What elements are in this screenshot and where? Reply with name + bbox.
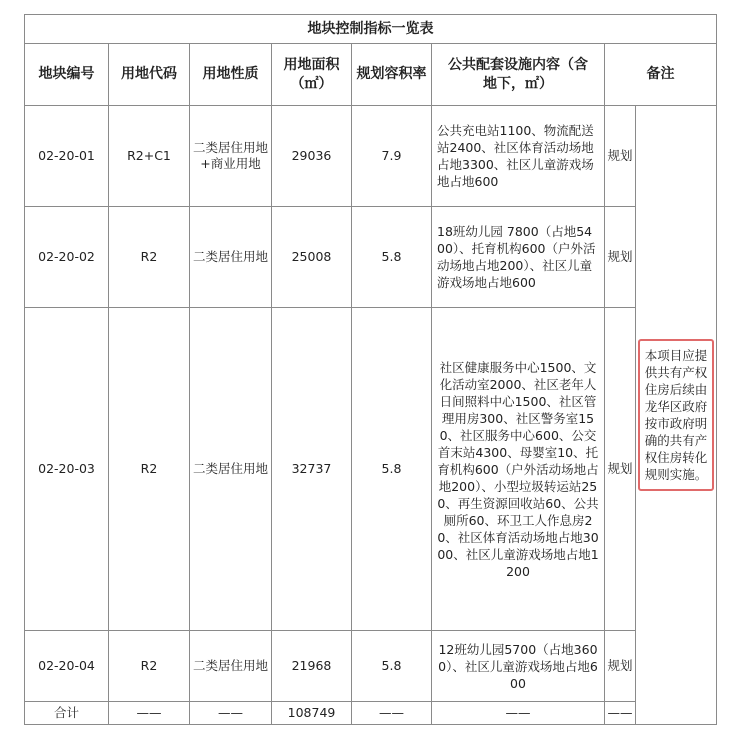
cell-land-code: R2 [109,631,190,702]
cell-land-code: R2 [109,308,190,631]
cell-land-code: R2 [109,207,190,308]
cell-total-note: —— [605,702,636,725]
cell-area: 21968 [272,631,352,702]
cell-far: 5.8 [352,207,432,308]
header-area-line1: 用地面积 [283,56,340,73]
header-land-code: 用地代码 [109,44,190,106]
table-row [25,308,717,631]
header-remarks: 备注 [605,44,717,106]
cell-land-nature: 二类居住用地 [190,207,272,308]
cell-land-code: R2+C1 [109,106,190,207]
cell-total-area: 108749 [272,702,352,725]
header-facility-line1: 公共配套设施内容（含 [448,56,588,73]
cell-total-land-nature: —— [190,702,272,725]
cell-remark [636,106,717,725]
cell-far: 5.8 [352,308,432,631]
cell-plot-id: 02-20-03 [25,308,109,631]
cell-land-nature: 二类居住用地 [190,308,272,631]
cell-facility: 公共充电站1100、物流配送站2400、社区体育活动场地占地3300、社区儿童游戏场地占地600 [432,106,605,207]
table-title: 地块控制指标一览表 [25,15,717,44]
header-area [272,44,352,106]
land-control-table [24,14,717,725]
cell-far: 5.8 [352,631,432,702]
cell-total-far: —— [352,702,432,725]
cell-facility: 12班幼儿园5700（占地3600）、社区儿童游戏场地占地600 [432,631,605,702]
header-far: 规划容积率 [352,44,432,106]
header-area-line2: （㎡） [290,75,333,92]
cell-total-facility: —— [432,702,605,725]
cell-plot-id: 02-20-01 [25,106,109,207]
remark-highlight-box: 本项目应提供共有产权住房后续由龙华区政府按市政府明确的共有产权住房转化规则实施。 [638,339,714,491]
cell-total-label: 合计 [25,702,109,725]
cell-note: 规划 [605,308,636,631]
cell-area: 25008 [272,207,352,308]
table-row [25,631,717,702]
header-land-nature: 用地性质 [190,44,272,106]
cell-land-nature: 二类居住用地 [190,631,272,702]
cell-note: 规划 [605,631,636,702]
cell-note: 规划 [605,207,636,308]
header-facility-line2: 地下，㎡） [483,75,553,92]
cell-land-nature: 二类居住用地+商业用地 [190,106,272,207]
cell-facility: 社区健康服务中心1500、文化活动室2000、社区老年人日间照料中心1500、社区管理用房300、社区警务室150、社区服务中心600、公交首末站4300、母婴室10、托育机构600（户外活动场地占地200）、小型垃圾转运站250、再生资源回收站60、公共厕所60、环卫工人作息房20、社区体育活动场地占地3000、社区儿童游戏场地占地1200 [432,308,605,631]
table-row [25,106,717,207]
cell-far: 7.9 [352,106,432,207]
cell-plot-id: 02-20-02 [25,207,109,308]
cell-total-land-code: —— [109,702,190,725]
header-facility [432,44,605,106]
cell-area: 29036 [272,106,352,207]
cell-plot-id: 02-20-04 [25,631,109,702]
table-row [25,207,717,308]
cell-note: 规划 [605,106,636,207]
cell-facility: 18班幼儿园 7800（占地5400）、托育机构600（户外活动场地占地200）、社区儿童游戏场地占地600 [432,207,605,308]
total-row [25,702,717,725]
cell-area: 32737 [272,308,352,631]
header-plot-id: 地块编号 [25,44,109,106]
